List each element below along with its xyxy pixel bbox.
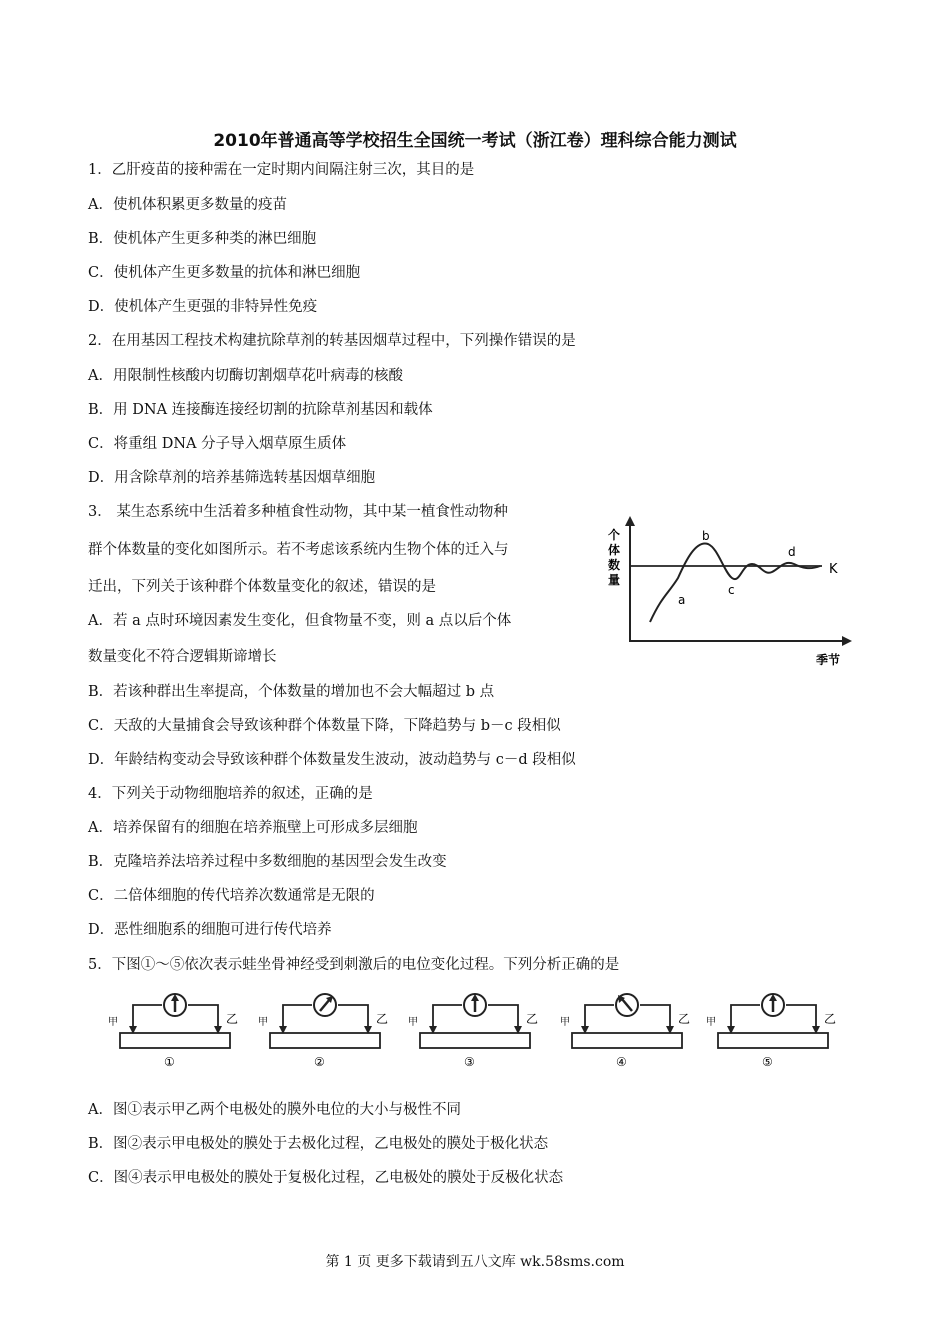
q4-option-b: B．克隆培养法培养过程中多数细胞的基因型会发生改变	[88, 854, 447, 870]
q3-option-c: C．天敌的大量捕食会导致该种群个体数量下降，下降趋势与 b－c 段相似	[88, 718, 561, 734]
question-2-stem: 2．在用基因工程技术构建抗除草剂的转基因烟草过程中，下列操作错误的是	[88, 333, 576, 349]
q3-option-d: D．年龄结构变动会导致该种群个体数量发生波动，波动趋势与 c－d 段相似	[88, 752, 576, 768]
q1-option-a: A．使机体积累更多数量的疫苗	[88, 197, 287, 213]
k-label: K	[829, 562, 838, 577]
electrode-jia-label: 甲	[258, 1017, 268, 1028]
electrode-yi-label: 乙	[226, 1012, 239, 1026]
question-3-stem-line-2: 群个体数量的变化如图所示。若不考虑该系统内生物个体的迁入与	[88, 542, 509, 558]
q1-option-b: B．使机体产生更多种类的淋巴细胞	[88, 231, 317, 247]
y-axis-label-char-4: 量	[608, 573, 621, 587]
electrode-yi-label: 乙	[678, 1012, 691, 1026]
x-axis-arrow	[842, 636, 852, 646]
figure-label: ⑤	[762, 1055, 773, 1069]
electrode-jia-label: 甲	[408, 1017, 418, 1028]
q2-option-a: A．用限制性核酸内切酶切割烟草花叶病毒的核酸	[88, 368, 403, 384]
y-axis-label-char-3: 数	[608, 558, 621, 572]
figure-1	[108, 994, 238, 1069]
page-footer: 第 1 页 更多下载请到五八文库 wk.58sms.com	[325, 1254, 625, 1270]
figure-label: ③	[464, 1055, 475, 1069]
electrode-yi-label: 乙	[376, 1012, 389, 1026]
figure-3	[408, 994, 538, 1069]
q3-option-a-line-2: 数量变化不符合逻辑斯谛增长	[88, 649, 277, 665]
point-b-label: b	[702, 529, 710, 543]
q2-option-d: D．用含除草剂的培养基筛选转基因烟草细胞	[88, 470, 376, 486]
point-a-label: a	[678, 593, 686, 607]
figure-4	[560, 994, 690, 1069]
figure-2	[258, 994, 388, 1069]
q1-option-d: D．使机体产生更强的非特异性免疫	[88, 299, 318, 315]
electrode-jia-label: 甲	[706, 1017, 716, 1028]
figure-5	[706, 994, 836, 1069]
electrode-jia-label: 甲	[108, 1017, 118, 1028]
question-3-stem-line-1: 3． 某生态系统中生活着多种植食性动物，其中某一植食性动物种	[88, 504, 508, 520]
y-axis-arrow	[625, 516, 635, 526]
x-axis-label: 季节	[816, 653, 841, 667]
y-axis-label-char-1: 个	[608, 528, 621, 542]
electrode-jia-label: 甲	[560, 1017, 570, 1028]
question-4-stem: 4．下列关于动物细胞培养的叙述，正确的是	[88, 786, 373, 802]
y-axis-label-char-2: 体	[608, 543, 621, 557]
electrode-yi-label: 乙	[526, 1012, 539, 1026]
q3-option-a-line-1: A．若 a 点时环境因素发生变化，但食物量不变，则 a 点以后个体	[88, 613, 512, 629]
question-5-stem: 5．下图①～⑤依次表示蛙坐骨神经受到刺激后的电位变化过程。下列分析正确的是	[88, 957, 620, 973]
question-3-stem-line-3: 迁出，下列关于该种群个体数量变化的叙述，错误的是	[88, 579, 436, 595]
q4-option-a: A．培养保留有的细胞在培养瓶壁上可形成多层细胞	[88, 820, 418, 836]
point-c-label: c	[728, 583, 735, 597]
q4-option-c: C．二倍体细胞的传代培养次数通常是无限的	[88, 888, 375, 904]
q5-option-c: C．图④表示甲电极处的膜处于复极化过程，乙电极处的膜处于反极化状态	[88, 1170, 564, 1186]
figure-label: ④	[616, 1055, 627, 1069]
electrode-yi-label: 乙	[824, 1012, 837, 1026]
figure-label: ①	[164, 1055, 175, 1069]
electrode-figures	[100, 988, 850, 1070]
q2-option-c: C．将重组 DNA 分子导入烟草原生质体	[88, 436, 347, 452]
figure-label: ②	[314, 1055, 325, 1069]
q5-option-a: A．图①表示甲乙两个电极处的膜外电位的大小与极性不同	[88, 1102, 461, 1118]
page-title: 2010年普通高等学校招生全国统一考试（浙江卷）理科综合能力测试	[213, 131, 737, 151]
q2-option-b: B．用 DNA 连接酶连接经切割的抗除草剂基因和载体	[88, 402, 433, 418]
q4-option-d: D．恶性细胞系的细胞可进行传代培养	[88, 922, 332, 938]
point-d-label: d	[788, 545, 796, 559]
population-graph	[598, 514, 858, 674]
q5-option-b: B．图②表示甲电极处的膜处于去极化过程，乙电极处的膜处于极化状态	[88, 1136, 549, 1152]
q1-option-c: C．使机体产生更多数量的抗体和淋巴细胞	[88, 265, 361, 281]
question-1-stem: 1．乙肝疫苗的接种需在一定时期内间隔注射三次，其目的是	[88, 162, 475, 178]
q3-option-b: B．若该种群出生率提高，个体数量的增加也不会大幅超过 b 点	[88, 684, 495, 700]
